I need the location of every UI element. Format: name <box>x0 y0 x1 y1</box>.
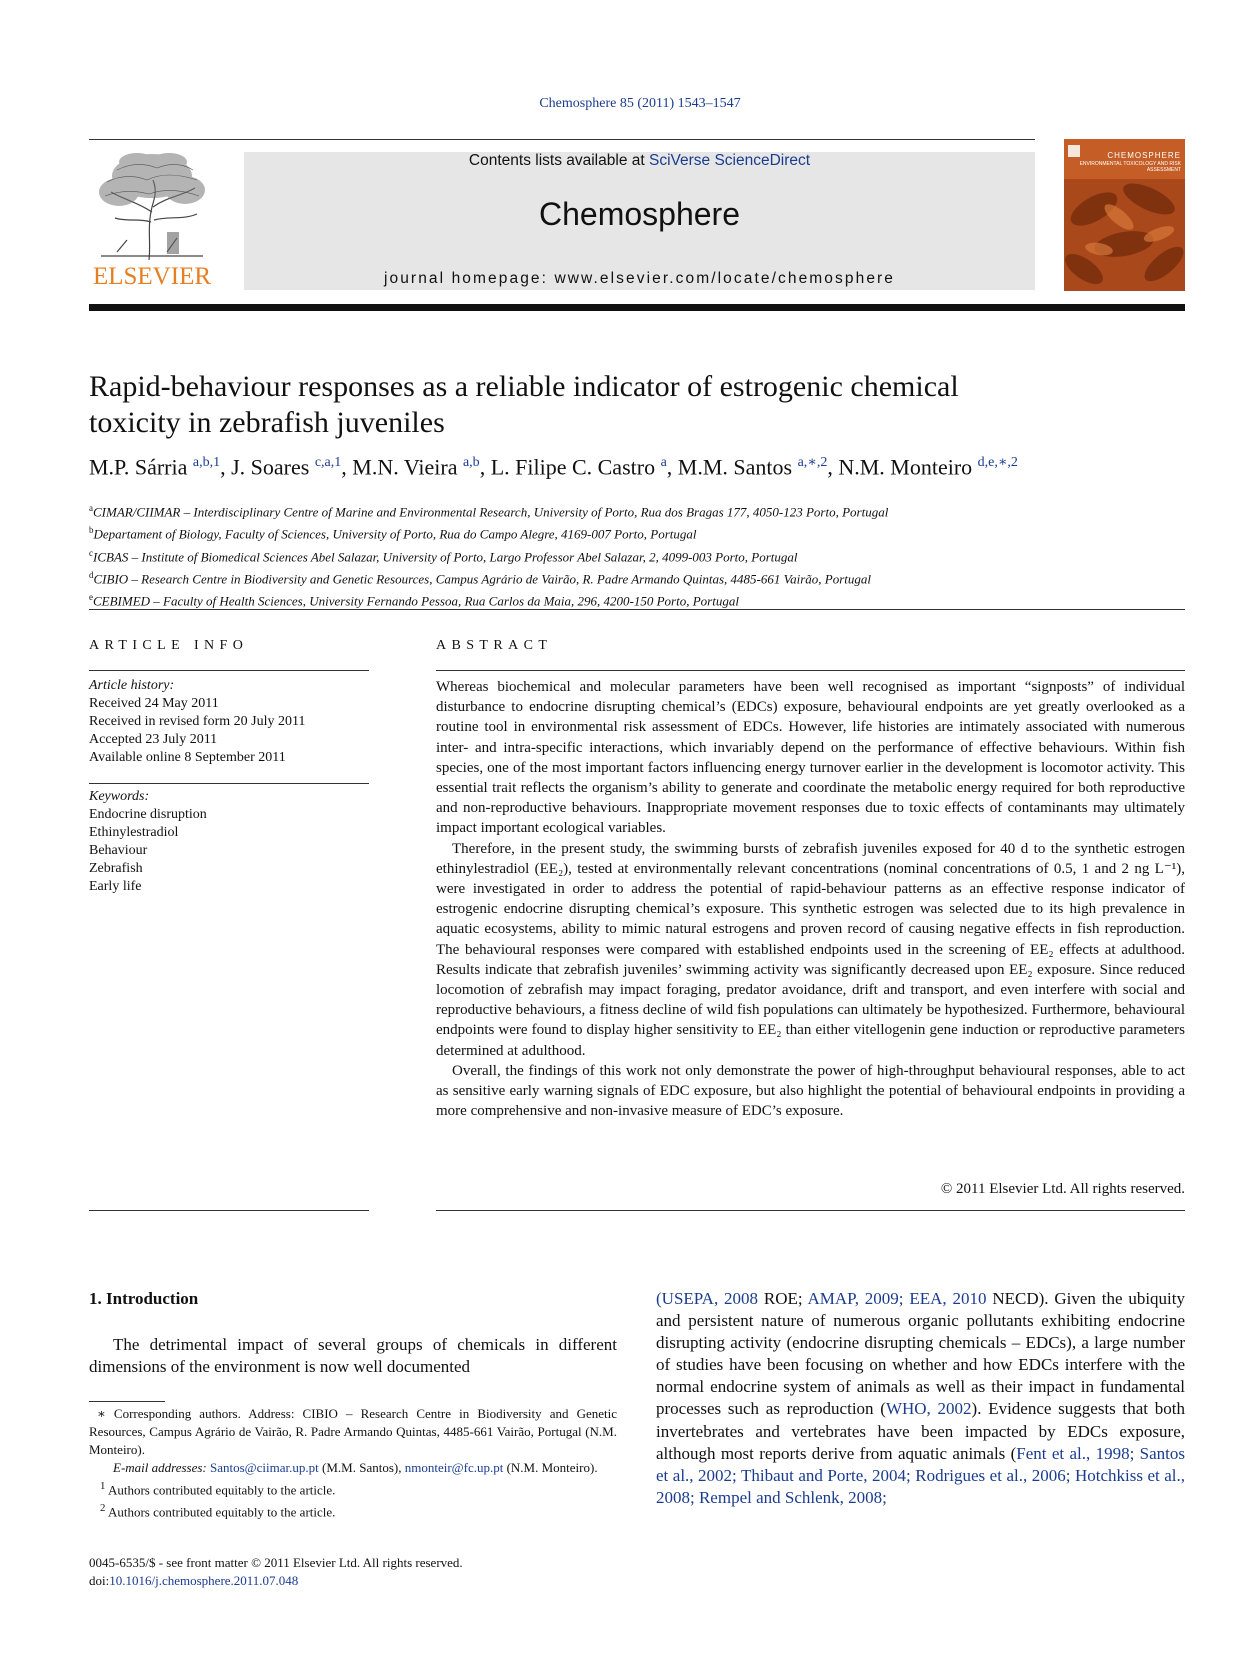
article-info-heading: ARTICLE INFO <box>89 638 249 653</box>
keyword-item: Behaviour <box>89 843 148 858</box>
article-info-rule <box>89 783 369 784</box>
article-info-rule <box>89 670 369 671</box>
author-affiliation-mark[interactable]: c,a,1 <box>314 455 342 470</box>
body-text: ROE; <box>758 1289 808 1308</box>
abstract-paragraph: Whereas biochemical and molecular parameters have been well recognised as important “signposts” of individual disturbance to endocrine disrupting chemical’s (EDCs) exposure, behavioural endpoints are yet greatly overlooked as a routine tool in environmental risk assessment of EDCs. However, life histories are intimately associated with numerous inter- and intra-specific interactions, which invariably depend on the performance of effective behaviours. Within fish species, one of the most important factors influencing energy turnover earlier in the development is locomotor activity. This essential trait reflects the organism’s ability to generate and coordinate the metabolic energy required for both reproductive and non-reproductive behaviours. Inappropriate movement responses due to toxic effects of contaminants may ultimately impact important ecological variables. <box>436 679 1185 837</box>
cover-title: CHEMOSPHERE <box>1107 151 1181 160</box>
affiliation-mark: d <box>89 569 94 580</box>
abstract-paragraph: Overall, the findings of this work not only demonstrate the power of high-throughput behavioural responses, able to act as sensitive early warning signals of EDC exposure, but also highlight the potential of behavioural endpoints in providing a more comprehensive and non-invasive measure of EDC’s exposure. <box>436 1062 1185 1120</box>
article-info-rule <box>89 1210 369 1211</box>
introduction-right-text <box>656 1288 1185 1509</box>
doi-line <box>89 1572 463 1590</box>
footnote-item <box>89 1477 617 1499</box>
affiliation-item <box>89 521 1189 543</box>
author-name[interactable]: J. Soares <box>231 454 310 480</box>
article-history <box>89 677 369 767</box>
email-label: E-mail addresses: <box>113 1460 211 1475</box>
footnote-mark: 2 <box>100 1502 106 1515</box>
author-name[interactable]: M.N. Vieira <box>352 454 458 480</box>
affiliation-mark: a <box>89 503 93 513</box>
affiliation-item <box>89 544 1189 566</box>
affiliation-text: CIBIO – Research Centre in Biodiversity and Genetic Resources, Campus Agrário de Vairão, R. Padre Armando Quintas, 4485-661 Vairão, Portugal <box>93 571 872 587</box>
affiliation-item <box>89 588 1189 610</box>
history-item: Accepted 23 July 2011 <box>89 732 218 747</box>
abstract-heading: ABSTRACT <box>436 638 553 653</box>
author-affiliation-mark[interactable]: d,e,∗,2 <box>977 455 1018 470</box>
tree-icon <box>97 152 207 260</box>
sciencedirect-link[interactable]: SciVerse ScienceDirect <box>648 152 811 169</box>
author-name[interactable]: M.M. Santos <box>677 454 793 480</box>
footnote-rule <box>89 1401 165 1402</box>
citation-link[interactable]: (USEPA, 2008 <box>656 1289 759 1308</box>
affiliation-mark: c <box>89 547 93 558</box>
journal-cover[interactable] <box>1064 139 1185 291</box>
corresponding-note: ∗ Corresponding authors. Address: CIBIO – Research Centre in Biodiversity and Genetic Resources, Campus Agrário de Vairão, R. Padre Armando Quintas, 4485-661 Vairão, Portugal (N.M. Monteiro). <box>89 1406 617 1457</box>
footnote-text: Authors contributed equitably to the article. <box>107 1482 336 1498</box>
history-label: Article history: <box>89 678 175 693</box>
contents-prefix: Contents lists available at <box>468 152 649 169</box>
article-title <box>89 369 1189 441</box>
affiliation-item <box>89 499 1189 521</box>
abstract-paragraph: Therefore, in the present study, the swimming bursts of zebrafish juveniles exposed for 40 d to the synthetic estrogen ethinylestradiol (EE₂), tested at environmentally relevant concentrations (nominal concentrations of 0.5, 1 and 2 ng L⁻¹), were investigated in order to address the potential of rapid-behaviour patterns as an effective response indicator of estrogenic endocrine disrupting chemical’s exposure. This synthetic estrogen was selected due to its high prevalence in aquatic ecosystems, ability to mimic natural estrogens and proven record of causing negative effects in fish reproduction. The behavioural responses were compared with established endpoints used in the screening of EE₂ effects at adulthood. Results indicate that zebrafish juveniles’ swimming activity was significantly decreased upon EE₂ exposure. Since reduced locomotion of zebrafish may impact foraging, predator avoidance, drift and transport, and even interfere with social and reproductive behaviours, a fitness decline of wild fish populations can ultimately be hypothesized. Furthermore, behavioural endpoints were found to display higher sensitivity to EE₂ than either vitellogenin gene induction or reproductive parameters determined at adulthood. <box>436 840 1185 1059</box>
keywords <box>89 788 369 896</box>
citation-link[interactable]: AMAP, 2009; EEA, 2010 <box>807 1289 987 1308</box>
footnotes <box>89 1405 617 1522</box>
affiliations <box>89 499 1189 611</box>
author-affiliation-mark[interactable]: a <box>660 455 667 470</box>
email-note <box>89 1459 617 1477</box>
keyword-item: Ethinylestradiol <box>89 825 179 840</box>
abstract-rule <box>436 1210 1185 1211</box>
doi-label: doi: <box>89 1573 110 1588</box>
history-item: Received 24 May 2011 <box>89 696 219 711</box>
author-list: M.P. Sárria $^{a,b,1}$, J. Soares $^{c,a,1}$, M.N. Vieira $^{a,b}$, L. Filipe C. Castro $^a$, M.M. Santos $^{a,∗,2}$, N.M. Monteiro $^{d,e,∗,2}$ <box>89 454 1018 480</box>
author-name[interactable]: L. Filipe C. Castro <box>490 454 656 480</box>
keywords-label: Keywords: <box>89 789 150 804</box>
author-affiliation-mark[interactable]: a,∗,2 <box>797 455 828 470</box>
doi-link[interactable]: 10.1016/j.chemosphere.2011.07.048 <box>109 1573 299 1588</box>
introduction-heading: 1. Introduction <box>89 1289 199 1308</box>
cover-subtitle: ENVIRONMENTAL TOXICOLOGY AND RISK ASSESSMENT <box>1079 161 1181 173</box>
article-title-line-1: Rapid-behaviour responses as a reliable indicator of estrogenic chemical <box>89 370 959 403</box>
citation-link[interactable]: Fent et al., 1998; Santos et al., 2002; Thibaut and Porte, 2004; Rodrigues et al., 2006; Hotchkiss et al., 2008; Rempel and Schlenk, 2008; <box>656 1443 1185 1507</box>
affiliation-mark: e <box>89 592 93 603</box>
history-item: Received in revised form 20 July 2011 <box>89 714 306 729</box>
affiliation-text: CEBIMED – Faculty of Health Sciences, University Fernando Pessoa, Rua Carlos da Maia, 296, 4200-150 Porto, Portugal <box>93 593 739 609</box>
journal-banner <box>244 152 1035 290</box>
article-title-line-2: toxicity in zebrafish juveniles <box>89 406 445 439</box>
keyword-item: Zebrafish <box>89 861 143 876</box>
front-matter-line: 0045-6535/$ - see front matter © 2011 Elsevier Ltd. All rights reserved. <box>89 1555 463 1570</box>
journal-title: Chemosphere <box>539 196 740 232</box>
elsevier-logo[interactable] <box>89 152 215 292</box>
abstract-copyright: © 2011 Elsevier Ltd. All rights reserved. <box>940 1181 1185 1197</box>
journal-homepage[interactable]: journal homepage: www.elsevier.com/locate/chemosphere <box>383 270 896 287</box>
affiliation-text: ICBAS – Institute of Biomedical Sciences Abel Salazar, University of Porto, Largo Professor Abel Salazar, 2, 4099-003 Porto, Portugal <box>93 548 798 564</box>
email-owner: (M.M. Santos), <box>318 1460 405 1475</box>
keyword-item: Endocrine disruption <box>89 807 207 822</box>
footnote-mark: 1 <box>100 1480 106 1492</box>
journal-citation: Chemosphere 85 (2011) 1543–1547 <box>539 96 741 111</box>
header-thick-rule <box>89 304 1185 311</box>
footnote-text: Authors contributed equitably to the article. <box>107 1504 336 1520</box>
affiliation-item <box>89 566 1189 588</box>
section-rule <box>89 609 1185 610</box>
author-name[interactable]: N.M. Monteiro <box>838 454 973 480</box>
affiliation-text: CIMAR/CIIMAR – Interdisciplinary Centre of Marine and Environmental Research, University of Porto, Rua dos Bragas 177, 4050-123 Porto, Portugal <box>93 504 889 520</box>
abstract-body <box>436 677 1185 1121</box>
history-item: Available online 8 September 2011 <box>89 750 286 765</box>
email-link[interactable]: nmonteir@fc.up.pt <box>404 1460 504 1475</box>
email-link[interactable]: Santos@ciimar.up.pt <box>210 1460 319 1475</box>
keyword-item: Early life <box>89 879 142 894</box>
page-footer <box>89 1554 463 1590</box>
affiliation-text: Departament of Biology, Faculty of Sciences, University of Porto, Rua do Campo Alegre, 4169-007 Porto, Portugal <box>93 526 697 542</box>
contents-line <box>244 152 1035 170</box>
introduction-left-text: The detrimental impact of several groups of chemicals in different dimensions of the environment is now well documented <box>89 1335 617 1376</box>
email-owner: (N.M. Monteiro). <box>503 1460 598 1475</box>
body-text: NECD). Given the ubiquity and persistent nature of numerous organic pollutants exhibiting endocrine disrupting activity (endocrine disrupting chemicals – EDCs), a large number of studies have been focusing on whether and how EDCs interfere with the normal endocrine system of animals as well as their impact in fundamental processes such as reproduction ( <box>656 1289 1185 1419</box>
elsevier-wordmark: ELSEVIER <box>92 263 212 290</box>
author-affiliation-mark[interactable]: a,b <box>462 455 480 470</box>
affiliation-mark: b <box>89 525 94 536</box>
citation-link[interactable]: WHO, 2002 <box>885 1399 972 1419</box>
abstract-rule <box>436 670 1185 671</box>
author-name[interactable]: M.P. Sárria <box>89 454 188 480</box>
footnote-item <box>89 1499 617 1521</box>
author-affiliation-mark[interactable]: a,b,1 <box>192 455 221 470</box>
header-rule <box>89 139 1035 140</box>
body-text: ). Evidence suggests that both invertebrates and vertebrates have been impacted by EDCs exposure, although most reports derive from aquatic animals ( <box>656 1399 1185 1463</box>
